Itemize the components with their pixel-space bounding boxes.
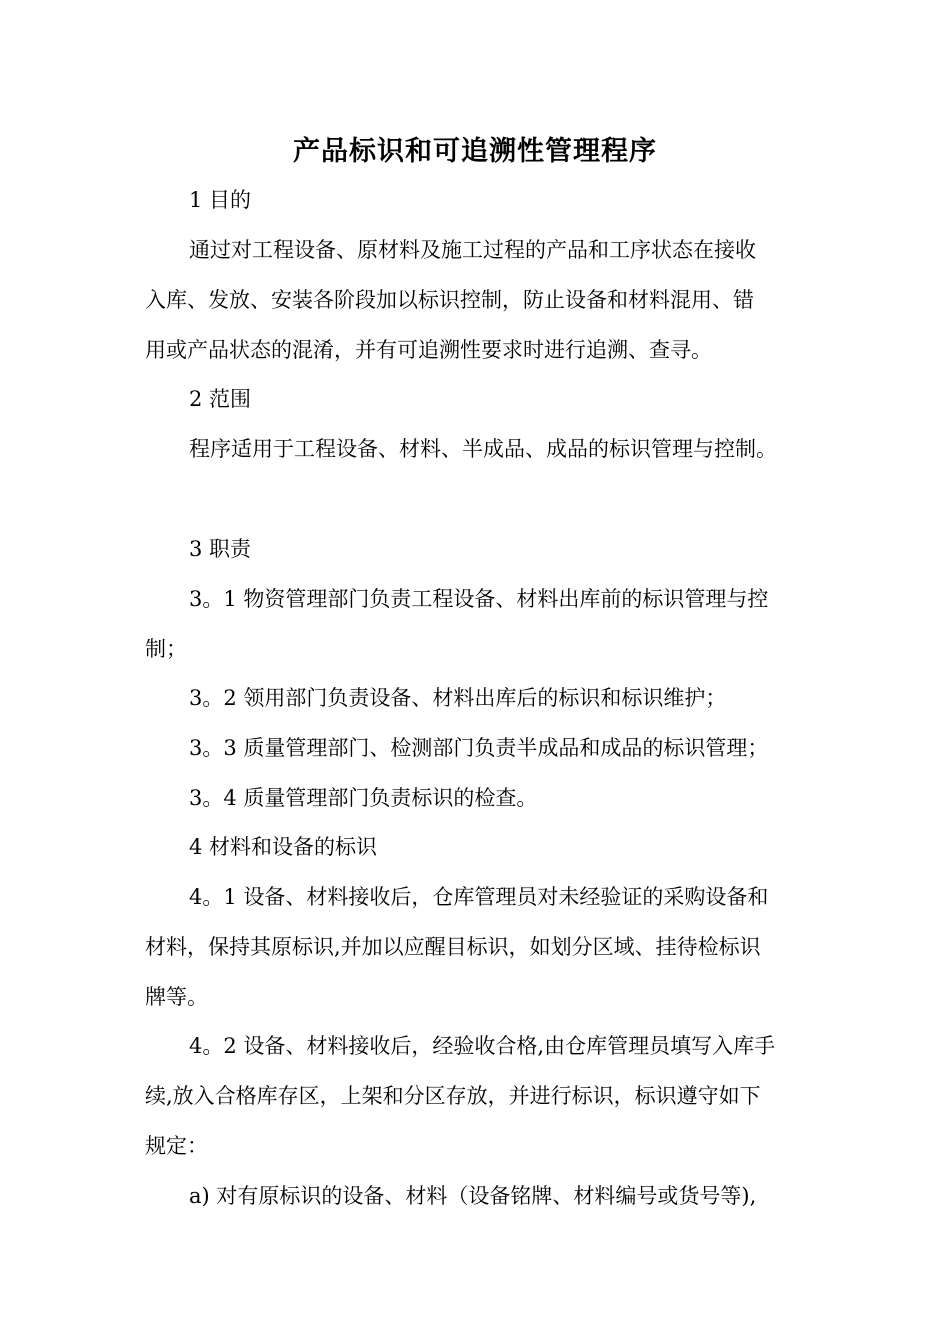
document-title: 产品标识和可追溯性管理程序 xyxy=(293,136,657,167)
paragraph-line: 4。1 设备、材料接收后，仓库管理员对未经验证的采购设备和 xyxy=(189,885,769,909)
paragraph-line: 续,放入合格库存区，上架和分区存放，并进行标识，标识遵守如下 xyxy=(145,1084,761,1108)
section-3-heading: 3 职责 xyxy=(189,537,252,561)
paragraph-line: 通过对工程设备、原材料及施工过程的产品和工序状态在接收 xyxy=(189,238,756,262)
section-2-heading: 2 范围 xyxy=(189,387,252,411)
section-1-heading: 1 目的 xyxy=(189,188,252,212)
paragraph-line: 3。4 质量管理部门负责标识的检查。 xyxy=(189,786,538,810)
paragraph-line: 3。1 物资管理部门负责工程设备、材料出库前的标识管理与控 xyxy=(189,587,769,611)
paragraph-line: 入库、发放、安装各阶段加以标识控制，防止设备和材料混用、错 xyxy=(145,288,754,312)
paragraph-line: 规定： xyxy=(145,1134,208,1158)
paragraph-line: 4。2 设备、材料接收后，经验收合格,由仓库管理员填写入库手 xyxy=(189,1034,776,1058)
paragraph-line: 材料，保持其原标识,并加以应醒目标识，如划分区域、挂待检标识 xyxy=(145,935,761,959)
paragraph-line: 程序适用于工程设备、材料、半成品、成品的标识管理与控制。 xyxy=(189,437,777,461)
paragraph-line: 牌等。 xyxy=(145,985,208,1009)
section-4-heading: 4 材料和设备的标识 xyxy=(189,835,378,859)
paragraph-line: 3。2 领用部门负责设备、材料出库后的标识和标识维护； xyxy=(189,686,727,710)
paragraph-line: 用或产品状态的混淆，并有可追溯性要求时进行追溯、查寻。 xyxy=(145,338,712,362)
paragraph-line: 3。3 质量管理部门、检测部门负责半成品和成品的标识管理； xyxy=(189,736,769,760)
list-item-a: a) 对有原标识的设备、材料（设备铭牌、材料编号或货号等), xyxy=(189,1184,757,1208)
paragraph-line: 制； xyxy=(145,637,187,661)
